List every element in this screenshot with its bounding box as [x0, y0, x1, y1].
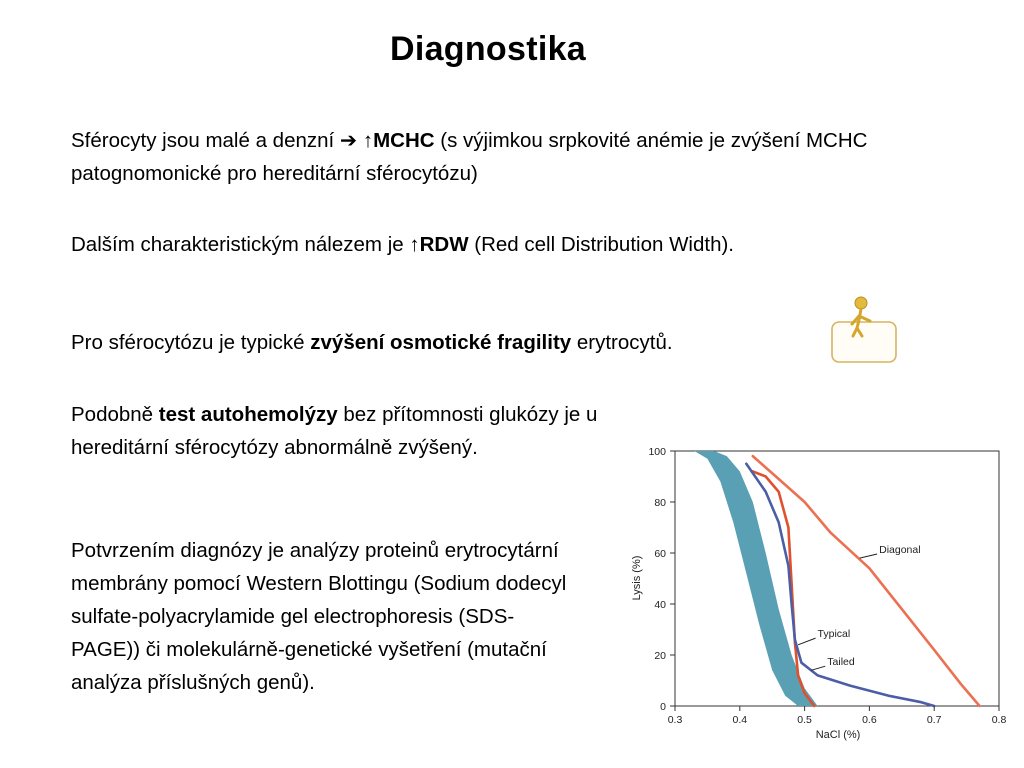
x-axis-label: NaCl (%) — [815, 729, 861, 741]
osmotic-fragility-chart — [620, 442, 1012, 746]
clipart-board — [832, 322, 896, 362]
p1-text-start: Sférocyty jsou malé a denzní — [71, 129, 340, 152]
x-tick-label: 0.7 — [926, 714, 942, 726]
clipart-figure-icon — [826, 294, 902, 366]
y-tick-label: 80 — [654, 497, 666, 509]
p4-bold: test autohemolýzy — [158, 403, 338, 426]
clipart-head — [855, 297, 867, 309]
y-tick-label: 100 — [648, 446, 666, 458]
annotation-typical-label: Typical — [817, 628, 851, 641]
paragraph-osmotic-fragility — [71, 326, 851, 359]
annotation-tailed-label: Tailed — [827, 656, 855, 669]
x-tick-label: 0.8 — [991, 714, 1007, 726]
p3-text-start: Pro sférocytózu je typické — [71, 331, 311, 354]
p1-bold: MCHC — [373, 129, 435, 152]
arrow-up-icon: ↑ — [362, 129, 374, 152]
p4-text-start: Podobně — [71, 403, 159, 426]
paragraph-mchc — [71, 124, 931, 190]
p1-text-end: (s výjimkou srpkovité anémie je zvýšení MCHC patognomonické pro hereditární sférocytózu) — [71, 129, 868, 185]
paragraph-autohemolysis — [71, 398, 626, 464]
y-tick-label: 20 — [654, 650, 666, 662]
x-tick-label: 0.5 — [797, 714, 812, 726]
p2-text-end: (Red cell Distribution Width). — [468, 233, 735, 256]
x-tick-label: 0.3 — [667, 714, 683, 726]
p2-bold: RDW — [419, 233, 469, 256]
x-tick-label: 0.4 — [732, 714, 748, 726]
x-tick-label: 0.6 — [862, 714, 877, 726]
y-tick-label: 0 — [660, 701, 666, 713]
paragraph-diagnosis-confirmation: Potvrzením diagnózy je analýzy proteinů erytrocytární membrány pomocí Western Blottingu (Sodium dodecyl sulfate-polyacrylamide gel electrophoresis (SDS-PAGE)) či molekulárně-genetické vyšetření (mutační analýza příslušných genů). — [71, 539, 567, 694]
p2-text-start: Dalším charakteristickým nálezem je — [71, 233, 410, 256]
y-tick-label: 60 — [654, 548, 666, 560]
paragraph-rdw — [71, 228, 951, 261]
y-tick-label: 40 — [654, 599, 666, 611]
arrow-up-icon: ↑ — [409, 233, 420, 256]
p3-bold: zvýšení osmotické fragility — [310, 331, 572, 354]
y-axis-label: Lysis (%) — [631, 555, 643, 601]
p4-text-end: bez přítomnosti glukózy je u hereditární sférocytózy abnormálně zvýšený. — [71, 403, 598, 459]
p3-text-end: erytrocytů. — [571, 331, 673, 354]
slide-title: Diagnostika — [389, 30, 586, 68]
arrow-right-icon: ➔ — [339, 129, 358, 152]
annotation-diagonal-label: Diagonal — [879, 544, 921, 556]
